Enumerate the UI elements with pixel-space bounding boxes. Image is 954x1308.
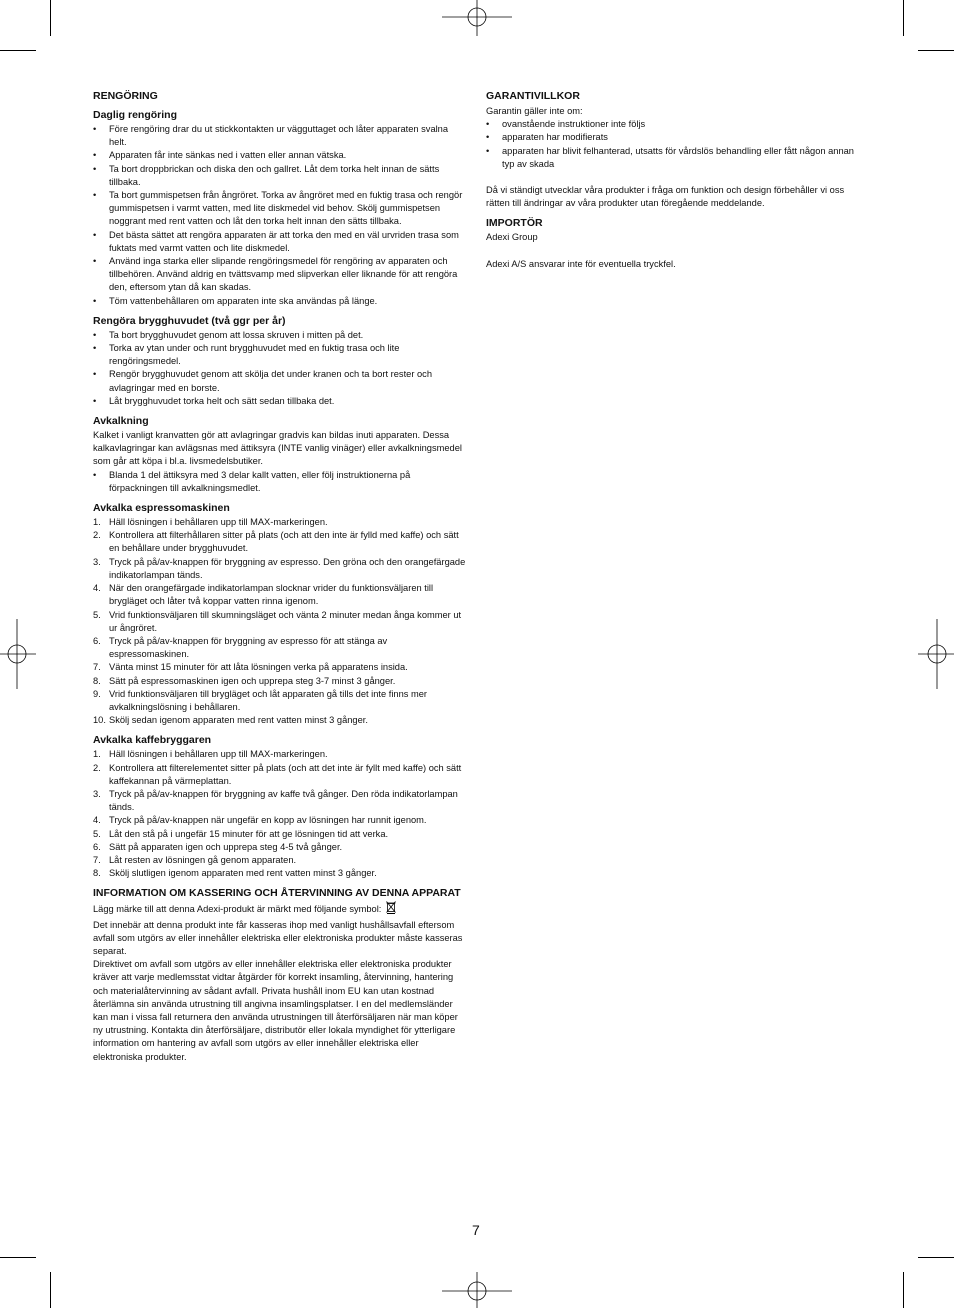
list-item-text: Det bästa sättet att rengöra apparaten är att torka den med en väl urvriden trasa som fuktats med varmt vatten och lite diskmedel. [109, 229, 459, 253]
list-item [93, 854, 468, 867]
warranty-intro: Garantin gäller inte om: [486, 106, 583, 116]
list-item [93, 867, 468, 880]
section-title-cleaning: RENGÖRING [93, 90, 158, 102]
right-column [486, 90, 856, 271]
bullet-icon: • [486, 145, 490, 156]
list-item [486, 131, 856, 144]
list-item-text: Tryck på på/av-knappen för bryggning av kaffe två gånger. Den röda indikatorlampan tänds. [109, 788, 458, 813]
list-item-text: apparaten har modifierats [502, 132, 608, 143]
heading-daily-cleaning: Daglig rengöring [93, 109, 177, 121]
crop-mark [903, 1272, 904, 1308]
list-number: 4. [93, 815, 101, 826]
list-number: 7. [93, 854, 101, 865]
list-item [93, 675, 468, 688]
bullet-icon: • [93, 343, 97, 354]
list-number: 2. [93, 530, 101, 541]
crop-mark [50, 1272, 51, 1308]
heading-brew-head: Rengöra brygghuvudet (två ggr per år) [93, 314, 286, 327]
list-number: 1. [93, 749, 101, 760]
list-item [93, 295, 468, 308]
list-item-text: Vrid funktionsväljaren till brygläget och låt apparaten gå tills det inte finns mer avkalkningslösning i behållaren. [109, 688, 427, 712]
heading-descale-espresso: Avkalka espressomaskinen [93, 502, 230, 515]
list-item [93, 469, 468, 495]
disposal-symbol-text: Lägg märke till att denna Adexi-produkt är märkt med följande symbol: [93, 904, 382, 915]
list-item [93, 788, 468, 814]
list-item [93, 123, 468, 149]
descale-espresso-steps [93, 516, 468, 727]
warranty-list [486, 118, 856, 171]
list-item [486, 145, 856, 171]
list-number: 10. [93, 715, 106, 726]
list-item [93, 556, 468, 582]
list-item-text: Sätt på espressomaskinen igen och upprepa steg 3-7 minst 3 gånger. [109, 675, 396, 686]
heading-descale-coffee: Avkalka kaffebryggaren [93, 734, 212, 747]
list-number: 6. [93, 635, 101, 646]
heading-warranty: GARANTIVILLKOR [486, 90, 580, 102]
list-item [93, 149, 468, 162]
list-item-text: Använd inga starka eller slipande rengöringsmedel för rengöring av apparaten och tillbehören. Använd aldrig en tvättsvamp med slipverkan eller liknande för att rengöra den, eftersom ytan då kan skadas. [109, 256, 458, 293]
importer-name: Adexi Group [486, 232, 538, 243]
list-item-text: Rengör brygghuvudet genom att skölja det under kranen och ta bort rester och avlagringar med en borste. [109, 369, 433, 393]
list-number: 6. [93, 841, 101, 852]
heading-descaling: Avkalkning [93, 415, 149, 428]
bullet-icon: • [93, 469, 97, 480]
list-item-text: Kontrollera att filterelementet sitter på plats (och att det inte är fyllt med kaffe) och sätt kaffekannan på värmeplattan. [109, 762, 462, 786]
bullet-icon: • [93, 256, 97, 267]
list-item-text: Vänta minst 15 minuter för att låta lösningen verka på apparatens insida. [109, 662, 408, 673]
list-item [93, 688, 468, 714]
heading-disposal: INFORMATION OM KASSERING OCH ÅTERVINNING AV DENNA APPARAT [93, 887, 461, 900]
list-number: 3. [93, 788, 101, 799]
list-number: 8. [93, 868, 101, 879]
list-number: 8. [93, 675, 101, 686]
bullet-icon: • [93, 163, 97, 174]
list-item [93, 609, 468, 635]
list-item [486, 118, 856, 131]
list-item-text: Torka av ytan under och runt brygghuvudet med en fuktig trasa och lite rengöringsmedel. [109, 343, 400, 367]
list-number: 7. [93, 662, 101, 673]
bullet-icon: • [93, 150, 97, 161]
list-item-text: Vrid funktionsväljaren till skumningsläget och vänta 2 minuter medan ånga kommer ut ur ångröret. [109, 609, 462, 633]
list-item [93, 342, 468, 368]
list-item-text: Låt resten av lösningen gå genom apparaten. [109, 854, 297, 865]
list-item-text: Låt brygghuvudet torka helt och sätt sedan tillbaka det. [109, 395, 335, 406]
list-item-text: Före rengöring drar du ut stickkontakten ur vägguttaget och låter apparaten svalna helt. [109, 124, 449, 148]
left-column [93, 90, 468, 1064]
list-item-text: Ta bort gummispetsen från ångröret. Torka av ångröret med en fuktig trasa och rengör gummispetsen i varmt vatten, med lite diskmedel vid behov. Skölj gummispetsen noggrant med rent vatten och låt den torka helt innan den sätts tillbaka. [109, 190, 463, 227]
bullet-icon: • [93, 369, 97, 380]
list-item [93, 395, 468, 408]
list-item [93, 814, 468, 827]
disposal-symbol-line [93, 901, 468, 918]
registration-mark-left [0, 619, 36, 689]
list-item-text: Ta bort brygghuvudet genom att lossa skruven i mitten på det. [109, 329, 364, 340]
bullet-icon: • [93, 295, 97, 306]
list-item-text: Blanda 1 del ättiksyra med 3 delar kallt vatten, eller följ instruktionerna på förpackningen till avkalkningsmedlet. [109, 469, 411, 493]
list-item [93, 368, 468, 394]
bullet-icon: • [93, 124, 97, 134]
list-number: 5. [93, 828, 101, 839]
list-item-text: Töm vattenbehållaren om apparaten inte ska användas på länge. [109, 295, 378, 306]
list-item [93, 189, 468, 229]
list-item-text: Sätt på apparaten igen och upprepa steg 4-5 två gånger. [109, 841, 343, 852]
list-item-text: Tryck på på/av-knappen för bryggning av espresso för att stänga av espressomaskinen. [109, 635, 388, 660]
registration-mark-bottom [442, 1272, 512, 1308]
list-item-text: Låt den stå på i ungefär 15 minuter för att ge lösningen tid att verka. [109, 828, 389, 839]
list-item-text: Skölj slutligen igenom apparaten med rent vatten minst 3 gånger. [109, 868, 377, 879]
bullet-icon: • [93, 395, 97, 406]
list-item-text: Kontrollera att filterhållaren sitter på plats (och att den inte är fylld med kaffe) och sätt en behållare under brygghuvudet. [109, 530, 459, 554]
list-item [93, 748, 468, 761]
registration-mark-top [442, 0, 512, 36]
list-item-text: Tryck på på/av-knappen för bryggning av espresso. Den gröna och den orangefärgade indikatorlampan tänds. [109, 556, 466, 580]
list-item [93, 582, 468, 608]
bullet-icon: • [93, 329, 97, 340]
crop-mark [918, 1257, 954, 1258]
descaling-text: Kalket i vanligt kranvatten gör att avlagringar gradvis kan bildas inuti apparaten. Dessa kalkavlagringar kan avlägsnas med ättiksyra (INTE vanlig vinäger) eller avkalkningsmedel som går att köpa i bl.a. livsmedelsbutiker. [93, 430, 462, 467]
descale-coffee-steps [93, 748, 468, 880]
list-number: 5. [93, 609, 101, 620]
list-item-text: Häll lösningen i behållaren upp till MAX-markeringen. [109, 517, 328, 528]
heading-importer: IMPORTÖR [486, 217, 543, 230]
list-item [93, 714, 468, 727]
crop-mark [50, 0, 51, 36]
weee-bin-icon [386, 901, 396, 918]
list-number: 3. [93, 556, 101, 567]
descaling-list [93, 469, 468, 495]
crop-mark [918, 50, 954, 51]
list-item-text: ovanstående instruktioner inte följs [502, 119, 646, 130]
list-number: 1. [93, 517, 101, 528]
list-item [93, 529, 468, 555]
crop-mark [903, 0, 904, 36]
list-number: 9. [93, 688, 101, 699]
list-number: 4. [93, 583, 101, 594]
list-item [93, 635, 468, 661]
list-item [93, 516, 468, 529]
list-item-text: Ta bort droppbrickan och diska den och gallret. Låt dem torka helt innan de sätts tillbaka. [109, 163, 440, 187]
bullet-icon: • [93, 190, 97, 201]
crop-mark [0, 50, 36, 51]
list-item [93, 229, 468, 255]
warranty-note: Då vi ständigt utvecklar våra produkter i fråga om funktion och design förbehåller vi oss rätten till ändringar av våra produkter utan föregående meddelande. [486, 185, 845, 209]
list-item-text: Skölj sedan igenom apparaten med rent vatten minst 3 gånger. [109, 715, 368, 726]
crop-mark [0, 1257, 36, 1258]
brew-head-list [93, 329, 468, 408]
list-number: 2. [93, 762, 101, 773]
list-item-text: Häll lösningen i behållaren upp till MAX-markeringen. [109, 749, 328, 760]
list-item [93, 841, 468, 854]
list-item [93, 163, 468, 189]
list-item-text: apparaten har blivit felhanterad, utsatts för vårdslös behandling eller fått någon annan typ av skada [502, 145, 854, 169]
list-item [93, 329, 468, 342]
list-item-text: Tryck på på/av-knappen när ungefär en kopp av lösningen har runnit igenom. [109, 815, 427, 826]
disposal-paragraph-2: Direktivet om avfall som utgörs av eller innehåller elektriska eller elektroniska produkter kräver att varje medlemsstat vidtar åtgärder för korrekt insamling, återvinning, hantering och materialåtervinning av sådant avfall. Privata hushåll inom EU kan utan kostnad återlämna sin använda utrustning till angivna insamlingsplatser. I en del medlemsländer kan man i vissa fall returnera den använda utrustningen till återförsäljaren när man köper ny utrustning. Kontakta din återförsäljare, distributör eller lokala myndighet för ytterligare information om hantering av avfall som utgörs av eller innehåller elektriska eller elektroniska produkter. [93, 959, 458, 1062]
bullet-icon: • [93, 229, 97, 240]
bullet-icon: • [486, 119, 490, 130]
list-item [93, 661, 468, 674]
page-number: 7 [472, 1222, 480, 1238]
list-item [93, 255, 468, 295]
importer-disclaimer: Adexi A/S ansvarar inte för eventuella tryckfel. [486, 258, 676, 269]
list-item [93, 762, 468, 788]
registration-mark-right [918, 619, 954, 689]
bullet-icon: • [486, 132, 490, 143]
list-item-text: Apparaten får inte sänkas ned i vatten eller annan vätska. [109, 150, 347, 161]
list-item-text: När den orangefärgade indikatorlampan slocknar vrider du funktionsväljaren till brygläget och låter två koppar vatten rinna igenom. [109, 583, 434, 607]
disposal-paragraph-1: Det innebär att denna produkt inte får kasseras ihop med vanligt hushållsavfall eftersom avfall som utgörs av eller innehåller elektriska eller elektroniska produkter måste kasseras separat. [93, 919, 463, 956]
list-item [93, 828, 468, 841]
daily-cleaning-list [93, 123, 468, 308]
